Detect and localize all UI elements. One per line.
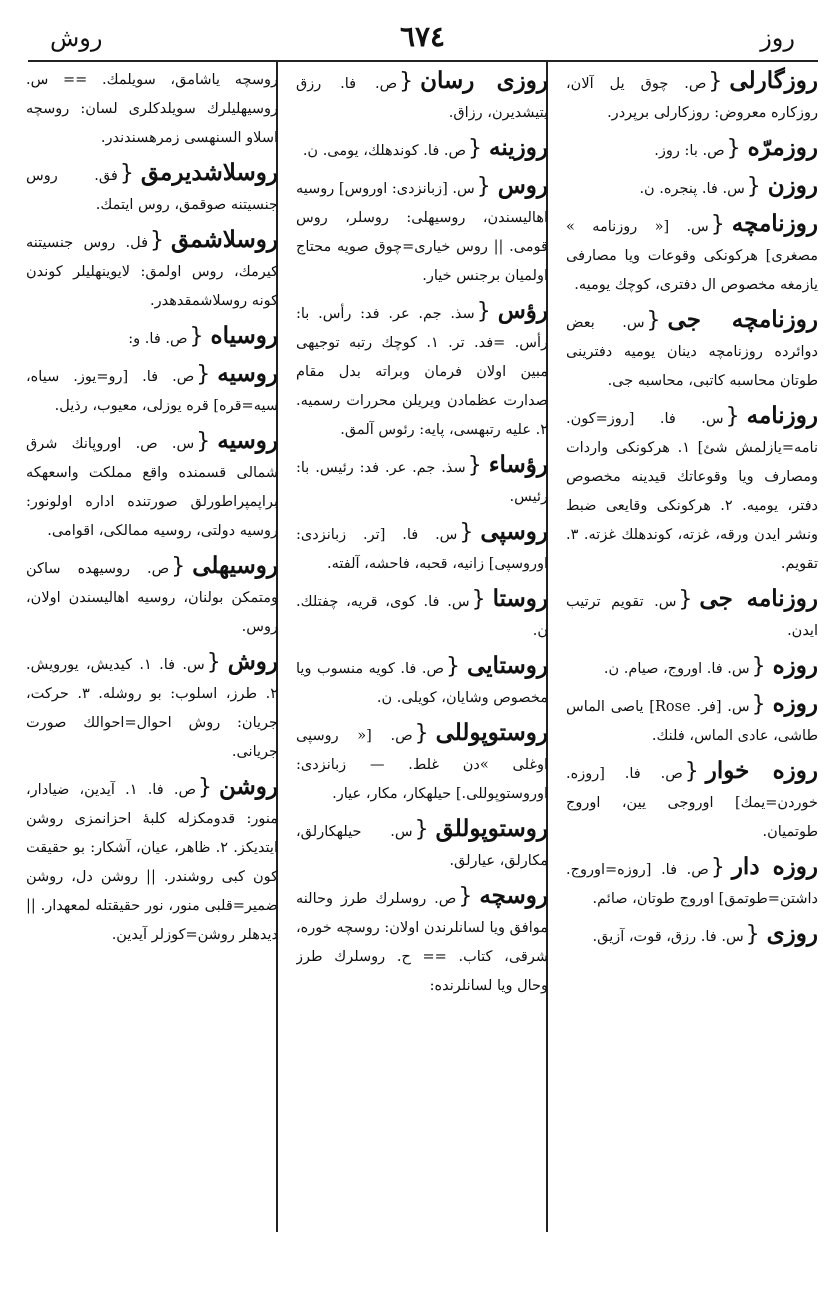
entry-definition: س. تقويم ترتيب ايدن. bbox=[566, 594, 818, 639]
brace-glyph: { bbox=[471, 587, 486, 612]
entry-definition: ص. فا. و: bbox=[128, 331, 188, 347]
entry-definition: س. [زبانزدى: اوروس] روسيه اهاليسندن، روسيهلى: روسلر، روس قومى. || روس خيارى=چوق صويه محتاج اولميان برجنس خيار. bbox=[296, 181, 548, 284]
entry-headword: رؤساء bbox=[488, 451, 548, 478]
entry-headword: روزه bbox=[772, 652, 818, 679]
dictionary-entry bbox=[296, 718, 548, 809]
entry-definition: س. فا. ١. كيديش، يورويش. ٢. طرز، اسلوب: بو روشله. ٣. حركت، جريان: روش احوال=احوالك صورت جريانى. bbox=[26, 657, 278, 760]
column-left bbox=[26, 66, 278, 1231]
running-head-first-word: روز bbox=[760, 24, 795, 52]
entry-definition: سذ. جم. عر. فد: رأس. با: رأس. =فد. تر. ١. كوچك رتبه توجيهى مبين اولان فرمان وبراته بدل مقام صدارت عظمادن ويريلن محررات رسميه. ٢. عليه رتبهسى، پايه: رئوس آلمق. bbox=[296, 306, 548, 438]
dictionary-entry bbox=[26, 321, 278, 354]
entry-definition: ص. فا. كوندهلك، يومى. ن. bbox=[302, 143, 466, 159]
dictionary-entry bbox=[296, 517, 548, 579]
brace-glyph: { bbox=[684, 759, 699, 784]
brace-glyph: { bbox=[189, 324, 204, 349]
entry-definition: فل. روس جنسيتنه كيرمك، روس اولمق: لايوينهليلر كوندن كونه روسلاشمقدهدر. bbox=[26, 235, 278, 309]
brace-glyph: { bbox=[467, 453, 482, 478]
entry-headword: روزنامچه جى bbox=[667, 306, 818, 333]
dictionary-entry bbox=[566, 133, 818, 166]
dictionary-entry bbox=[566, 651, 818, 684]
entry-headword: رؤس bbox=[497, 297, 548, 324]
brace-glyph: { bbox=[119, 161, 134, 186]
entry-headword: روستوپوللق bbox=[435, 815, 548, 842]
entry-headword: روزن bbox=[767, 172, 818, 199]
brace-glyph: { bbox=[150, 228, 165, 253]
dictionary-entry bbox=[296, 450, 548, 512]
brace-glyph: { bbox=[746, 174, 761, 199]
brace-glyph: { bbox=[708, 69, 723, 94]
brace-glyph: { bbox=[745, 922, 760, 947]
entry-definition: ص. با: روز. bbox=[654, 143, 725, 159]
entry-definition: ص. فا. كويه منسوب ويا مخصوص وشايان، كويلى. ن. bbox=[296, 661, 548, 706]
column-middle bbox=[296, 66, 548, 1231]
entry-headword: روزى رسان bbox=[420, 67, 548, 94]
entry-headword: روسيهلى bbox=[192, 552, 278, 579]
entry-headword: روس bbox=[497, 172, 548, 199]
running-head bbox=[30, 18, 815, 58]
entry-headword: روزه دار bbox=[731, 853, 818, 880]
brace-glyph: { bbox=[196, 362, 211, 387]
entry-headword: روسيه bbox=[217, 427, 278, 454]
brace-glyph: { bbox=[171, 554, 186, 579]
entry-headword: روستوپوللى bbox=[435, 719, 548, 746]
dictionary-entry bbox=[566, 584, 818, 646]
dictionary-entry bbox=[26, 772, 278, 950]
entry-definition: ص. چوق يل آلان، روزكاره معروض: روزكارلى برپردر. bbox=[566, 76, 818, 121]
brace-glyph: { bbox=[751, 692, 766, 717]
page-number: ٦٧٤ bbox=[399, 20, 446, 53]
brace-glyph: { bbox=[468, 136, 482, 161]
entry-headword: روزنامچه bbox=[731, 210, 818, 237]
brace-glyph: { bbox=[196, 429, 211, 454]
dictionary-entry bbox=[26, 647, 278, 767]
dictionary-entry bbox=[296, 171, 548, 291]
dictionary-entry bbox=[566, 305, 818, 396]
brace-glyph: { bbox=[476, 174, 491, 199]
dictionary-entry bbox=[26, 551, 278, 642]
entry-headword: روزه خوار bbox=[705, 757, 818, 784]
dictionary-entry bbox=[26, 225, 278, 316]
entry-headword: روسلاشمق bbox=[171, 226, 278, 253]
dictionary-entry bbox=[566, 401, 818, 579]
dictionary-entry bbox=[26, 426, 278, 546]
entry-definition: س. فا. [روز=كون. نامه=يازلمش شئ] ١. هركونكى واردات ومصارف ويا وقوعاتك قيدينه مخصوص دفتر، يوميه. ٢. هركونكى وقايعى ضبط ونشر ايدن ورقه، غزته، كوندهلك غزته. ٣. تقويم. bbox=[566, 411, 818, 572]
brace-glyph: { bbox=[646, 308, 661, 333]
entry-headword: روسچه bbox=[479, 882, 548, 909]
entry-headword: روسلاشديرمق bbox=[140, 159, 278, 186]
entry-definition: س. بعض دوائرده روزنامچه دينان يوميه دفترينى طوتان محاسبه كاتبى، محاسبه جى. bbox=[566, 315, 818, 389]
entry-definition: س. [فر. Rose] ياصى الماس طاشى، عادى الماس، فلنك. bbox=[566, 699, 818, 744]
brace-glyph: { bbox=[710, 855, 725, 880]
entry-definition: روسچه ياشامق، سويلمك. == س. روسيهليلرك سويلدكلرى لسان: روسچه اسلاو السنهسى زمرهسندندر. bbox=[26, 72, 278, 146]
entry-headword: روزه bbox=[772, 690, 818, 717]
dictionary-entry bbox=[296, 814, 548, 876]
dictionary-entry bbox=[296, 66, 548, 128]
entry-headword: روسيه bbox=[217, 360, 278, 387]
dictionary-entry bbox=[566, 919, 818, 952]
dictionary-entry bbox=[566, 852, 818, 914]
entry-headword: روزنامه جى bbox=[699, 585, 818, 612]
entry-definition: ص. روسيهده ساكن ومتمكن بولنان، روسيه اهاليسندن اولان، روس. bbox=[26, 561, 278, 635]
entry-definition: ص. فا. رزق يتيشديرن، رزاق. bbox=[296, 76, 548, 121]
dictionary-entry bbox=[296, 651, 548, 713]
brace-glyph: { bbox=[751, 654, 766, 679]
brace-glyph: { bbox=[726, 136, 741, 161]
entry-headword: روستايى bbox=[466, 652, 548, 679]
dictionary-entry bbox=[26, 359, 278, 421]
brace-glyph: { bbox=[459, 520, 474, 545]
dictionary-entry bbox=[566, 171, 818, 204]
brace-glyph: { bbox=[445, 654, 460, 679]
dictionary-entry bbox=[566, 756, 818, 847]
entry-definition: ص. فا. [روزه. خوردن=يمك] اوروجى يين، اوروج طوتميان. bbox=[566, 766, 818, 840]
brace-glyph: { bbox=[198, 775, 212, 800]
entry-headword: روش bbox=[227, 648, 278, 675]
dictionary-entry bbox=[296, 881, 548, 1001]
brace-glyph: { bbox=[206, 650, 221, 675]
entry-definition: ص. فا. ١. آيدين، ضيادار، منور: قدومكزله كلبهٔ احزانمزى روشن ايتديكز. ٢. ظاهر، عيان، آشكار: بو حقيقت كون كبى روشندر. || روشن دل، روشن ضمير=قلبى منور، نور حقيقتله لمعهدار. || ديدهلر روشن=كوزلر آيدين. bbox=[26, 782, 278, 943]
entry-definition: س. فا. اوروج، صيام. ن. bbox=[603, 661, 750, 677]
dictionary-entry bbox=[296, 133, 548, 166]
entry-definition: س. حيلهكارلق، مكارلق، عيارلق. bbox=[296, 824, 548, 869]
dictionary-entry bbox=[566, 66, 818, 128]
entry-headword: روزمرّه bbox=[747, 134, 818, 161]
dictionary-entry bbox=[566, 689, 818, 751]
dictionary-entry bbox=[296, 296, 548, 445]
entry-definition: ص. روسلرك طرز وحالنه موافق ويا لسانلرندن اولان: روسچه خوره، شرقى، كتاب. == ح. روسلرك طرز وحال ويا لسانلرنده: bbox=[296, 891, 548, 994]
running-head-last-word: روش bbox=[50, 24, 103, 52]
brace-glyph: { bbox=[476, 299, 491, 324]
entry-definition: ص. [« روسپى اوغلى »دن غلط. — زبانزدى: اوروستوپوللى.] حيلهكار، مكار، عيار. bbox=[296, 728, 548, 802]
dictionary-entry bbox=[566, 209, 818, 300]
entry-definition: س. [« روزنامه » مصغری] هركونكى وقوعات ويا مصارفى يازمغه مخصوص ال دفترى، كوچك يوميه. bbox=[566, 219, 818, 293]
entry-definition: سذ. جم. عر. فد: رئيس. با: رئيس. bbox=[296, 460, 548, 505]
brace-glyph: { bbox=[710, 212, 725, 237]
dictionary-entry bbox=[296, 584, 548, 646]
header-rule bbox=[28, 60, 818, 62]
column-right bbox=[566, 66, 818, 1231]
entry-headword: روزينه bbox=[489, 134, 548, 161]
dictionary-entry bbox=[26, 158, 278, 220]
entry-definition: س. فا. [تر. زبانزدى: اوروسپى] زانيه، قحبه، فاحشه، آلفته. bbox=[296, 527, 548, 572]
entry-headword: روزى bbox=[766, 920, 818, 947]
entry-headword: روستا bbox=[492, 585, 548, 612]
entry-definition: ص. فا. [روزه=اوروج. داشتن=طوتمق] اوروج طوتان، صائم. bbox=[566, 862, 818, 907]
entry-headword: روشن bbox=[219, 773, 278, 800]
brace-glyph: { bbox=[678, 587, 693, 612]
entry-definition: س. ص. اوروپانك شرق شمالى قسمنده واقع مملكت واسعهكه براپمپراطورلق صورتنده اداره اولونور: روسيه دولتى، روسيه ممالكى، اقوامى. bbox=[26, 436, 278, 539]
entry-headword: روسپى bbox=[480, 518, 548, 545]
brace-glyph: { bbox=[414, 817, 429, 842]
dictionary-entry bbox=[26, 66, 278, 153]
entry-definition: س. فا. پنجره. ن. bbox=[639, 181, 745, 197]
entry-headword: روزگارلی bbox=[729, 67, 818, 94]
entry-headword: روزنامه bbox=[746, 402, 818, 429]
brace-glyph: { bbox=[725, 404, 740, 429]
entry-definition: فق. روس جنسيتنه صوقمق، روس ايتمك. bbox=[26, 168, 278, 213]
entry-definition: س. فا. رزق، قوت، آزيق. bbox=[592, 929, 744, 945]
entry-definition: ص. فا. [رو=يوز. سياه، سيه=قره] قره يوزلى، معيوب، رذيل. bbox=[26, 369, 278, 414]
entry-headword: روسياه bbox=[210, 322, 278, 349]
brace-glyph: { bbox=[399, 69, 414, 94]
entry-definition: س. فا. كوى، قريه، چفتلك. ن. bbox=[296, 594, 548, 639]
brace-glyph: { bbox=[458, 884, 473, 909]
brace-glyph: { bbox=[414, 721, 429, 746]
